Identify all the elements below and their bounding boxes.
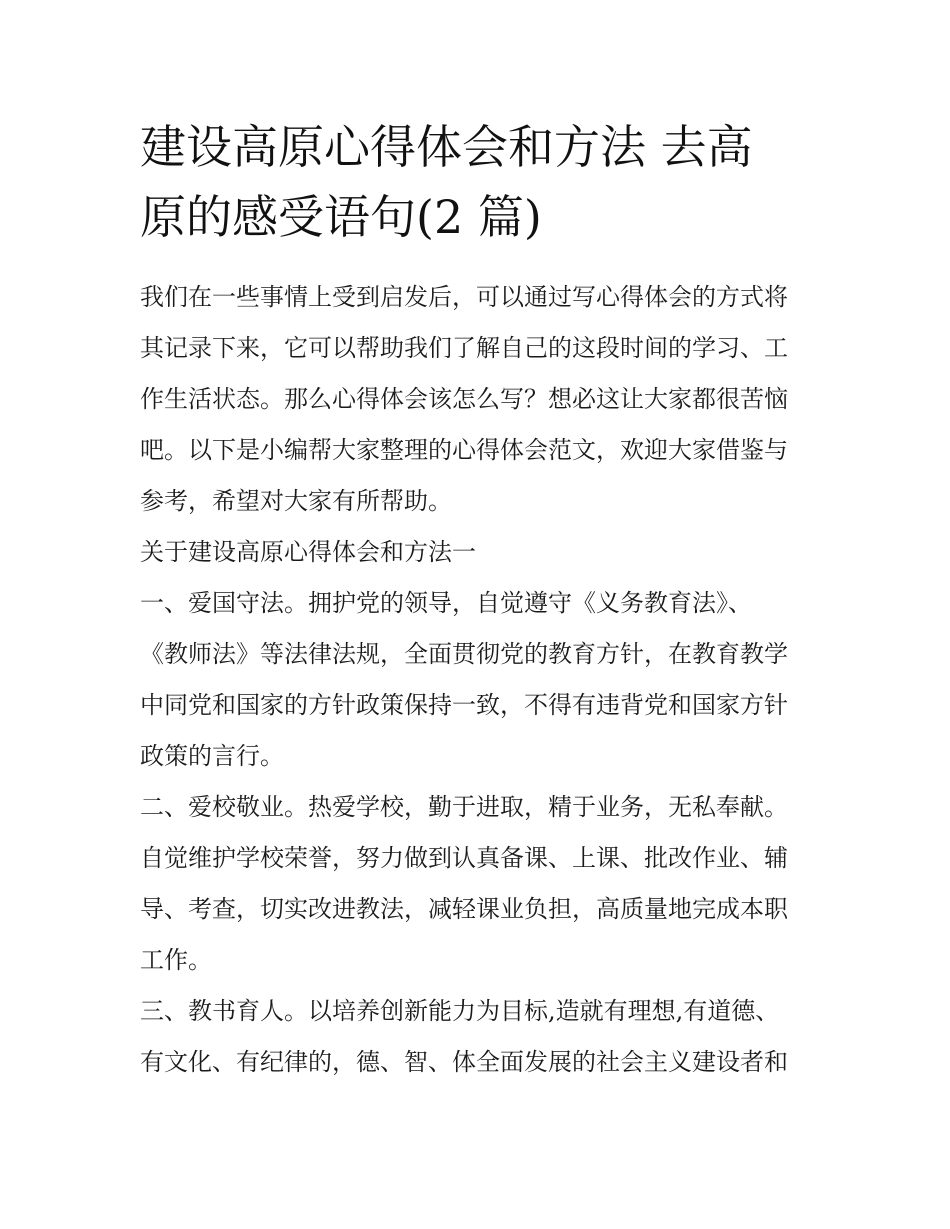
document-page bbox=[140, 112, 812, 1088]
document-body bbox=[140, 272, 812, 1088]
item-two-line-2: 自觉维护学校荣誉，努力做到认真备课、上课、批改作业、辅 bbox=[140, 844, 788, 872]
intro-line-4: 吧。以下是小编帮大家整理的心得体会范文，欢迎大家借鉴与 bbox=[140, 436, 788, 464]
section-heading: 关于建设高原心得体会和方法一 bbox=[140, 538, 476, 566]
intro-line-2: 其记录下来，它可以帮助我们了解自己的这段时间的学习、工 bbox=[140, 334, 788, 362]
item-three-line-1: 三、教书育人。以培养创新能力为目标,造就有理想,有道德、 bbox=[140, 997, 780, 1025]
title-line-2: 原的感受语句(2 篇) bbox=[140, 190, 542, 244]
document-title bbox=[140, 112, 812, 252]
item-two-line-4: 工作。 bbox=[140, 946, 212, 974]
item-one-line-1: 一、爱国守法。拥护党的领导，自觉遵守《义务教育法》、 bbox=[140, 589, 752, 617]
intro-line-3: 作生活状态。那么心得体会该怎么写？想必这让大家都很苦恼 bbox=[140, 385, 788, 413]
item-two-line-1: 二、爱校敬业。热爱学校，勤于进取，精于业务，无私奉献。 bbox=[140, 793, 788, 821]
item-one-line-3: 中同党和国家的方针政策保持一致，不得有违背党和国家方针 bbox=[140, 691, 788, 719]
intro-line-1: 我们在一些事情上受到启发后，可以通过写心得体会的方式将 bbox=[140, 283, 788, 311]
title-line-1: 建设高原心得体会和方法 去高 bbox=[140, 120, 753, 174]
item-one-line-2: 《教师法》等法律法规，全面贯彻党的教育方针，在教育教学 bbox=[140, 640, 788, 668]
item-three-line-2: 有文化、有纪律的，德、智、体全面发展的社会主义建设者和 bbox=[140, 1048, 788, 1076]
item-two-line-3: 导、考查，切实改进教法，减轻课业负担，高质量地完成本职 bbox=[140, 895, 788, 923]
intro-line-5: 参考，希望对大家有所帮助。 bbox=[140, 487, 452, 515]
item-one-line-4: 政策的言行。 bbox=[140, 742, 284, 770]
